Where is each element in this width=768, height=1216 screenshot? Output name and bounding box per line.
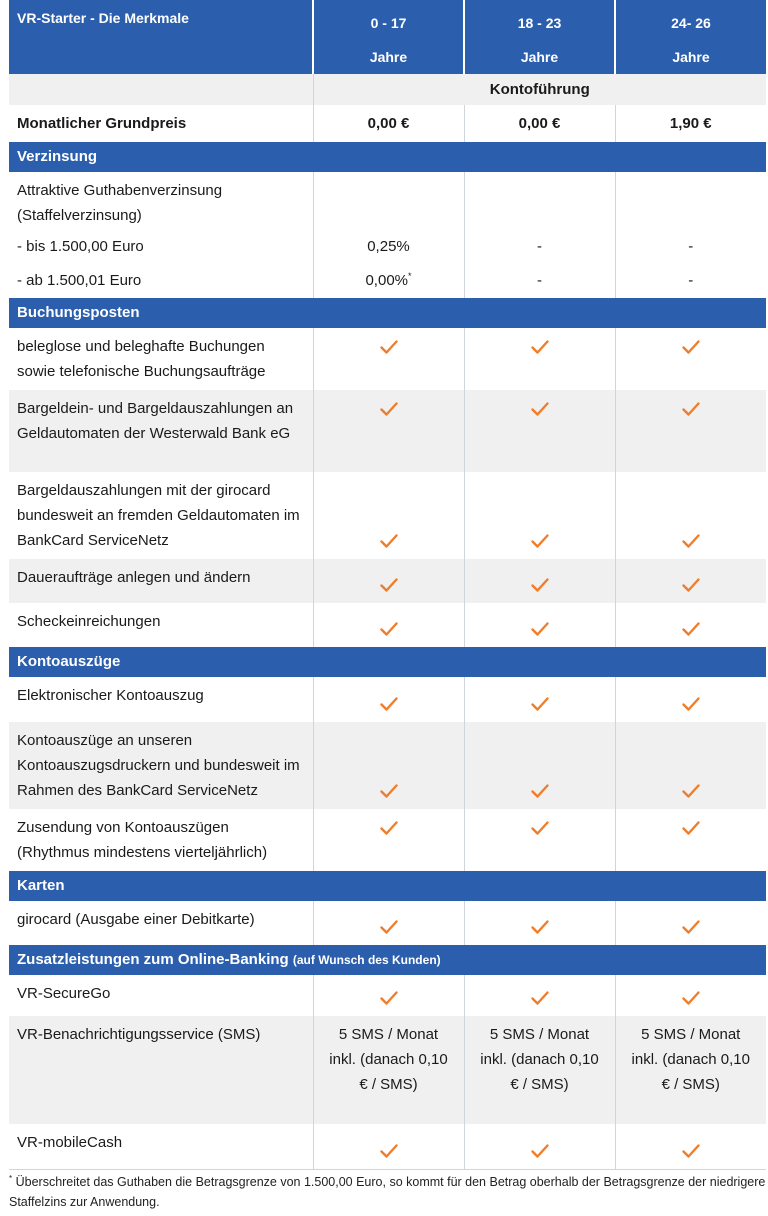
section-note: (auf Wunsch des Kunden): [292, 953, 441, 967]
check-cell: [313, 603, 464, 647]
column-header-age-18-23: [464, 0, 615, 74]
footnote-mark: *: [408, 271, 412, 281]
checkmark-icon: [379, 694, 399, 714]
row-label: Elektronischer Kontoauszug: [9, 677, 313, 722]
checkmark-icon: [681, 1141, 701, 1161]
row-label: Scheckeinreichungen: [9, 603, 313, 647]
rate-cell: -: [615, 264, 766, 298]
checkmark-icon: [681, 694, 701, 714]
checkmark-icon: [681, 917, 701, 937]
table-row: [9, 603, 766, 647]
section-title-text: Zusatzleistungen zum Online-Banking: [17, 951, 289, 968]
checkmark-icon: [379, 917, 399, 937]
check-cell: [464, 677, 615, 722]
check-cell: [464, 559, 615, 603]
table-row: [9, 264, 766, 298]
checkmark-icon: [379, 988, 399, 1008]
check-cell: [615, 809, 766, 871]
section-header-zusatzleistungen: [9, 945, 766, 975]
table-row: [9, 975, 766, 1016]
checkmark-icon: [530, 619, 550, 639]
footnote-mark: *: [9, 1173, 13, 1183]
features-table-wrapper: [9, 0, 766, 1170]
check-cell: [615, 1124, 766, 1169]
rate-cell: [313, 264, 464, 298]
checkmark-icon: [681, 781, 701, 801]
checkmark-icon: [530, 337, 550, 357]
table-row: [9, 901, 766, 945]
checkmark-icon: [681, 575, 701, 595]
check-cell: [464, 472, 615, 559]
checkmark-icon: [681, 988, 701, 1008]
row-label: Bargeldauszahlungen mit der girocard bundesweit an fremden Geldautomaten im BankCard ServiceNetz: [9, 472, 313, 559]
check-cell: [313, 472, 464, 559]
age-range: 24- 26: [671, 15, 711, 31]
row-label: VR-Benachrichtigungsservice (SMS): [9, 1016, 313, 1124]
section-title: [9, 945, 766, 975]
table-title: VR-Starter - Die Merkmale: [9, 0, 313, 74]
checkmark-icon: [379, 1141, 399, 1161]
table-row: [9, 809, 766, 871]
age-range: 18 - 23: [517, 15, 562, 31]
section-title: Verzinsung: [9, 142, 766, 172]
price-cell: 0,00 €: [313, 105, 464, 142]
rate-cell: -: [464, 230, 615, 264]
check-cell: [464, 975, 615, 1016]
table-row: [9, 390, 766, 472]
section-title: Karten: [9, 871, 766, 901]
row-label: - bis 1.500,00 Euro: [9, 230, 313, 264]
empty-cell: [313, 172, 464, 230]
table-row: [9, 230, 766, 264]
age-unit: Jahre: [672, 49, 710, 65]
row-label: Bargeldein- und Bargeldauszahlungen an Geldautomaten der Westerwald Bank eG: [9, 390, 313, 472]
check-cell: [313, 559, 464, 603]
rate-cell: 0,25%: [313, 230, 464, 264]
table-row: [9, 1124, 766, 1169]
check-cell: [313, 390, 464, 472]
row-label: VR-SecureGo: [9, 975, 313, 1016]
check-cell: [464, 1124, 615, 1169]
check-cell: [464, 603, 615, 647]
row-label: - ab 1.500,01 Euro: [9, 264, 313, 298]
section-title: Kontoauszüge: [9, 647, 766, 677]
check-cell: [464, 722, 615, 809]
section-header-karten: [9, 871, 766, 901]
empty-cell: [615, 172, 766, 230]
check-cell: [313, 901, 464, 945]
row-label: Kontoauszüge an unseren Kontoauszugsdruckern und bundesweit im Rahmen des BankCard ServiceNetz: [9, 722, 313, 809]
row-label: girocard (Ausgabe einer Debitkarte): [9, 901, 313, 945]
check-cell: [615, 559, 766, 603]
checkmark-icon: [681, 531, 701, 551]
grundpreis-label: Monatlicher Grundpreis: [9, 105, 313, 142]
checkmark-icon: [379, 531, 399, 551]
table-row: [9, 722, 766, 809]
checkmark-icon: [681, 818, 701, 838]
kontofuehrung-row: [9, 74, 766, 105]
row-label: Zusendung von Kontoauszügen (Rhythmus mindestens vierteljährlich): [9, 809, 313, 871]
checkmark-icon: [530, 917, 550, 937]
sms-cell: 5 SMS / Monat inkl. (danach 0,10 € / SMS): [464, 1016, 615, 1124]
checkmark-icon: [530, 399, 550, 419]
rate-cell: -: [615, 230, 766, 264]
check-cell: [313, 328, 464, 390]
kontofuehrung-label: Kontoführung: [313, 74, 766, 105]
checkmark-icon: [379, 619, 399, 639]
checkmark-icon: [379, 575, 399, 595]
row-label: VR-mobileCash: [9, 1124, 313, 1169]
checkmark-icon: [681, 399, 701, 419]
check-cell: [615, 975, 766, 1016]
check-cell: [615, 722, 766, 809]
check-cell: [615, 603, 766, 647]
rate-cell: -: [464, 264, 615, 298]
checkmark-icon: [379, 818, 399, 838]
table-row: [9, 328, 766, 390]
age-unit: Jahre: [369, 49, 408, 65]
check-cell: [313, 722, 464, 809]
check-cell: [313, 1124, 464, 1169]
checkmark-icon: [530, 531, 550, 551]
checkmark-icon: [530, 988, 550, 1008]
row-label: Daueraufträge anlegen und ändern: [9, 559, 313, 603]
checkmark-icon: [681, 337, 701, 357]
table-row: [9, 559, 766, 603]
check-cell: [464, 328, 615, 390]
sms-cell: 5 SMS / Monat inkl. (danach 0,10 € / SMS): [615, 1016, 766, 1124]
grundpreis-row: [9, 105, 766, 142]
section-title: Buchungsposten: [9, 298, 766, 328]
table-row: [9, 172, 766, 230]
table-row: [9, 472, 766, 559]
check-cell: [313, 677, 464, 722]
rate-value: 0,00%: [365, 272, 409, 289]
check-cell: [615, 390, 766, 472]
check-cell: [615, 677, 766, 722]
checkmark-icon: [379, 781, 399, 801]
column-header-age-24-26: [615, 0, 766, 74]
checkmark-icon: [379, 399, 399, 419]
check-cell: [464, 809, 615, 871]
checkmark-icon: [530, 1141, 550, 1161]
column-header-age-0-17: [313, 0, 464, 74]
footnote: [9, 1172, 766, 1212]
age-range: 0 - 17: [370, 15, 407, 31]
checkmark-icon: [530, 694, 550, 714]
footnote-text: Überschreitet das Guthaben die Betragsgrenze von 1.500,00 Euro, so kommt für den Betrag oberhalb der Betragsgrenze der niedrigere Staffelzins zur Anwendung.: [9, 1175, 766, 1209]
check-cell: [313, 975, 464, 1016]
row-label: beleglose und beleghafte Buchungen sowie telefonische Buchungsaufträge: [9, 328, 313, 390]
check-cell: [313, 809, 464, 871]
check-cell: [615, 472, 766, 559]
features-table: [9, 0, 766, 1170]
section-header-buchungsposten: [9, 298, 766, 328]
row-label: Attraktive Guthabenverzinsung (Staffelverzinsung): [9, 172, 313, 230]
checkmark-icon: [379, 337, 399, 357]
check-cell: [464, 390, 615, 472]
check-cell: [615, 901, 766, 945]
check-cell: [464, 901, 615, 945]
table-row: [9, 677, 766, 722]
price-cell: 0,00 €: [464, 105, 615, 142]
price-cell: 1,90 €: [615, 105, 766, 142]
section-header-kontoauszuege: [9, 647, 766, 677]
checkmark-icon: [530, 575, 550, 595]
check-cell: [615, 328, 766, 390]
empty-cell: [9, 74, 313, 105]
checkmark-icon: [681, 619, 701, 639]
checkmark-icon: [530, 818, 550, 838]
table-row: [9, 1016, 766, 1124]
checkmark-icon: [530, 781, 550, 801]
age-unit: Jahre: [520, 49, 559, 65]
section-header-verzinsung: [9, 142, 766, 172]
sms-cell: 5 SMS / Monat inkl. (danach 0,10 € / SMS): [313, 1016, 464, 1124]
empty-cell: [464, 172, 615, 230]
table-header-row: [9, 0, 766, 74]
